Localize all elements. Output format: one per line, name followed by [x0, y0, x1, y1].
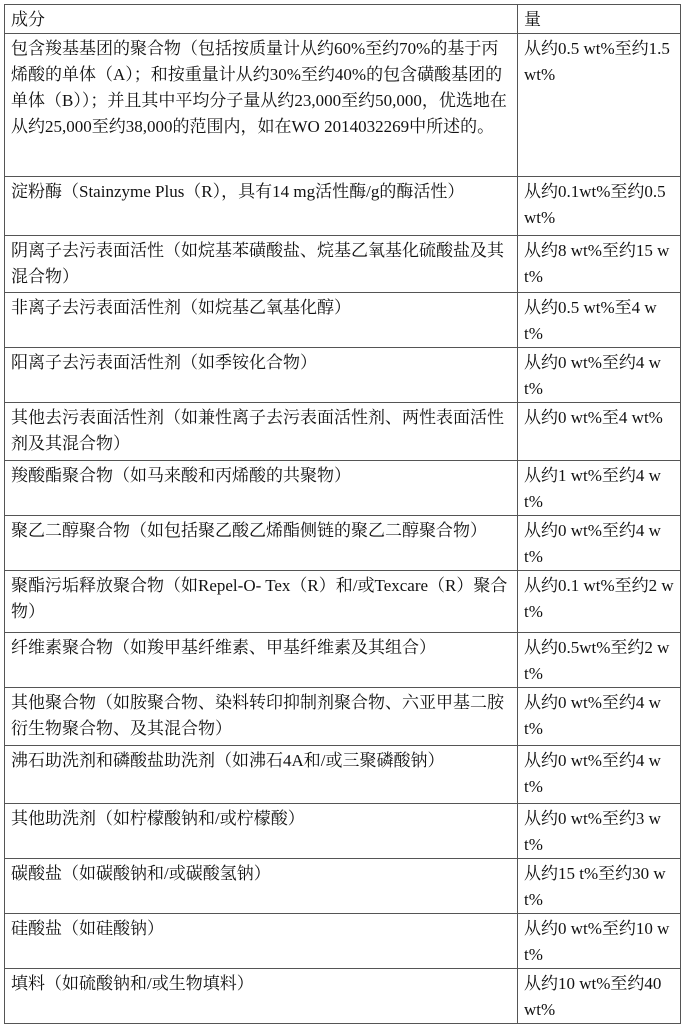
table-row	[5, 633, 681, 688]
amount-cell: 从约0 wt%至约4 wt%	[518, 688, 681, 746]
ingredient-cell: 沸石助洗剂和磷酸盐助洗剂（如沸石4A和/或三聚磷酸钠）	[5, 746, 518, 804]
table-row	[5, 969, 681, 1024]
amount-cell: 从约0.1wt%至约0.5 wt%	[518, 177, 681, 236]
amount-cell: 从约0 wt%至约4 wt%	[518, 348, 681, 403]
table-row	[5, 403, 681, 461]
amount-cell: 从约0.5 wt%至4 wt%	[518, 293, 681, 348]
amount-cell: 从约0.5wt%至约2 wt%	[518, 633, 681, 688]
ingredient-cell: 硅酸盐（如硅酸钠）	[5, 914, 518, 969]
table-row	[5, 746, 681, 804]
ingredient-cell: 聚乙二醇聚合物（如包括聚乙酸乙烯酯侧链的聚乙二醇聚合物）	[5, 516, 518, 571]
ingredient-table	[4, 4, 681, 1024]
ingredient-cell: 阴离子去污表面活性（如烷基苯磺酸盐、烷基乙氧基化硫酸盐及其混合物）	[5, 236, 518, 293]
amount-cell: 从约0 wt%至约3 wt%	[518, 804, 681, 859]
ingredient-cell: 碳酸盐（如碳酸钠和/或碳酸氢钠）	[5, 859, 518, 914]
header-amount: 量	[518, 5, 681, 34]
table-row	[5, 348, 681, 403]
ingredient-cell: 填料（如硫酸钠和/或生物填料）	[5, 969, 518, 1024]
amount-cell: 从约0.5 wt%至约1.5 wt%	[518, 34, 681, 177]
ingredient-cell: 非离子去污表面活性剂（如烷基乙氧基化醇）	[5, 293, 518, 348]
table-row	[5, 688, 681, 746]
table-row	[5, 177, 681, 236]
table-row	[5, 236, 681, 293]
amount-cell: 从约0 wt%至约10 wt%	[518, 914, 681, 969]
ingredient-cell: 其他聚合物（如胺聚合物、染料转印抑制剂聚合物、六亚甲基二胺衍生物聚合物、及其混合物）	[5, 688, 518, 746]
amount-cell: 从约0.1 wt%至约2 wt%	[518, 571, 681, 633]
header-ingredient: 成分	[5, 5, 518, 34]
table-row	[5, 571, 681, 633]
amount-cell: 从约0 wt%至约4 wt%	[518, 746, 681, 804]
table-row	[5, 293, 681, 348]
ingredient-cell: 纤维素聚合物（如羧甲基纤维素、甲基纤维素及其组合）	[5, 633, 518, 688]
amount-cell: 从约1 wt%至约4 wt%	[518, 461, 681, 516]
table-row	[5, 516, 681, 571]
ingredient-cell: 包含羧基基团的聚合物（包括按质量计从约60%至约70%的基于丙烯酸的单体（A）；和按重量计从约30%至约40%的包含磺酸基团的单体（B））；并且其中平均分子量从约23,000至约50,000，优选地在从约25,000至约38,000的范围内，如在WO 2014032269中所述的。	[5, 34, 518, 177]
table-row	[5, 461, 681, 516]
table-row	[5, 859, 681, 914]
table-header-row	[5, 5, 681, 34]
table-row	[5, 914, 681, 969]
amount-cell: 从约8 wt%至约15 wt%	[518, 236, 681, 293]
ingredient-cell: 淀粉酶（Stainzyme Plus（R），具有14 mg活性酶/g的酶活性）	[5, 177, 518, 236]
ingredient-cell: 聚酯污垢释放聚合物（如Repel-O- Tex（R）和/或Texcare（R）聚合物）	[5, 571, 518, 633]
ingredient-cell: 其他助洗剂（如柠檬酸钠和/或柠檬酸）	[5, 804, 518, 859]
ingredient-cell: 其他去污表面活性剂（如兼性离子去污表面活性剂、两性表面活性剂及其混合物）	[5, 403, 518, 461]
amount-cell: 从约0 wt%至4 wt%	[518, 403, 681, 461]
table-row	[5, 804, 681, 859]
amount-cell: 从约0 wt%至约4 wt%	[518, 516, 681, 571]
ingredient-cell: 羧酸酯聚合物（如马来酸和丙烯酸的共聚物）	[5, 461, 518, 516]
amount-cell: 从约15 t%至约30 wt%	[518, 859, 681, 914]
ingredient-cell: 阳离子去污表面活性剂（如季铵化合物）	[5, 348, 518, 403]
table-row	[5, 34, 681, 177]
amount-cell: 从约10 wt%至约40 wt%	[518, 969, 681, 1024]
